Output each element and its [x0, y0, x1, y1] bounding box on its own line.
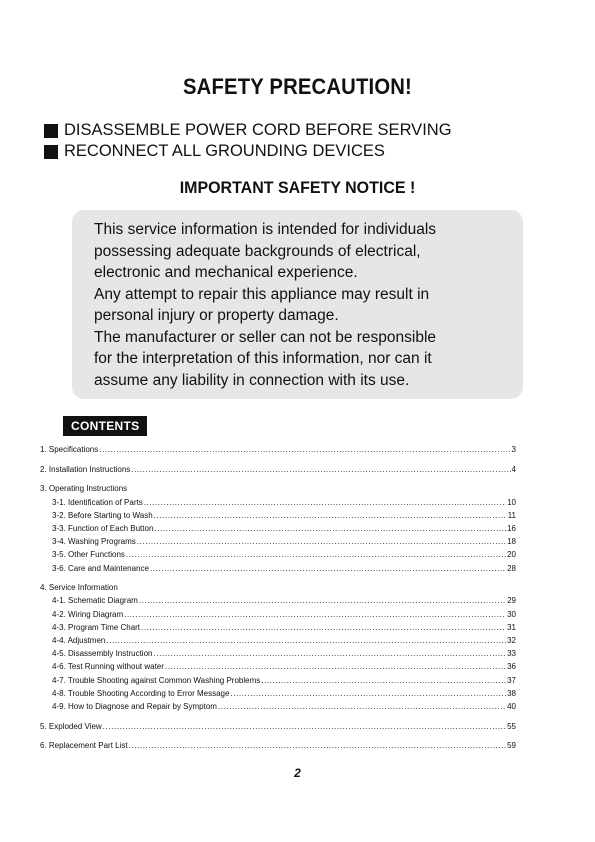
toc-label: 4-3. Program Time Chart	[52, 622, 141, 632]
toc-page: 36	[507, 662, 516, 672]
toc-entry[interactable]	[40, 610, 516, 623]
toc-label: 4-4. Adjustmen	[52, 635, 106, 645]
toc-leader	[165, 662, 506, 671]
toc-leader	[261, 676, 506, 685]
toc-leader	[129, 741, 506, 750]
toc-page: 30	[507, 609, 516, 619]
toc-page: 55	[507, 721, 516, 731]
notice-line: This service information is intended for individuals	[94, 221, 437, 238]
toc-page: 38	[507, 688, 516, 698]
page-title: SAFETY PRECAUTION!	[183, 74, 412, 99]
toc-label: 3-6. Care and Maintenance	[52, 563, 149, 573]
toc-leader	[99, 445, 510, 454]
toc-label: 3-1. Identification of Parts	[52, 497, 143, 507]
toc-entry[interactable]	[40, 524, 516, 537]
toc-entry[interactable]	[40, 537, 516, 550]
toc-entry[interactable]	[40, 649, 516, 662]
toc-label: 4. Service Information	[40, 583, 118, 593]
toc-label: 4-1. Schematic Diagram	[52, 596, 138, 606]
toc-page: 37	[507, 675, 516, 685]
toc-leader	[230, 689, 506, 698]
notice-text	[94, 219, 514, 391]
toc-label: 2. Installation Instructions	[40, 464, 131, 474]
toc-entry[interactable]	[40, 623, 516, 636]
toc-leader	[144, 498, 506, 507]
warning-item	[44, 121, 452, 140]
toc-label: 3-2. Before Starting to Wash	[52, 510, 153, 520]
toc-leader	[141, 623, 506, 632]
toc-label: 3-5. Other Functions	[52, 550, 125, 560]
black-square-icon	[44, 145, 58, 159]
toc-page: 29	[507, 596, 516, 606]
toc-entry[interactable]	[40, 445, 516, 458]
notice-line: assume any liability in connection with its use.	[94, 371, 410, 389]
toc-page: 4	[511, 464, 516, 474]
toc-page: 28	[507, 563, 516, 573]
toc-entry[interactable]	[40, 564, 516, 577]
toc-label: 3-4. Washing Programs	[52, 537, 136, 547]
toc-entry[interactable]	[40, 676, 516, 689]
black-square-icon	[44, 124, 58, 138]
toc-leader	[154, 524, 506, 533]
toc-leader	[154, 511, 507, 520]
toc-entry[interactable]	[40, 702, 516, 715]
toc-page: 11	[507, 510, 516, 520]
toc-leader	[137, 537, 506, 546]
toc-section-heading	[40, 583, 516, 596]
toc-page: 31	[507, 622, 516, 632]
toc-label: 4-6. Test Running without water	[52, 662, 164, 672]
toc-page: 16	[507, 523, 516, 533]
toc-label: 4-2. Wiring Diagram	[52, 609, 124, 619]
toc-label: 4-9. How to Diagnose and Repair by Symptom	[52, 701, 217, 711]
toc-leader	[218, 702, 506, 711]
toc-label: 3. Operating Instructions	[40, 484, 128, 494]
toc-entry[interactable]	[40, 550, 516, 563]
warning-text: DISASSEMBLE POWER CORD BEFORE SERVING	[64, 121, 452, 139]
toc-label: 1. Specifications	[40, 445, 99, 454]
toc-entry[interactable]	[40, 636, 516, 649]
toc-entry[interactable]	[40, 498, 516, 511]
toc-leader	[106, 636, 506, 645]
toc-leader	[126, 550, 506, 559]
toc-entry[interactable]	[40, 722, 516, 735]
toc-leader	[131, 465, 510, 474]
toc-section-heading	[40, 484, 516, 497]
toc-page: 33	[507, 649, 516, 659]
toc-entry[interactable]	[40, 511, 516, 524]
toc-label: 4-8. Trouble Shooting According to Error Message	[52, 688, 230, 698]
notice-line: personal injury or property damage.	[94, 307, 339, 324]
toc-leader	[124, 610, 506, 619]
toc-page: 32	[507, 635, 516, 645]
toc-leader	[150, 564, 506, 573]
toc-page: 59	[507, 741, 516, 751]
notice-line: for the interpretation of this information, nor can it	[94, 350, 432, 367]
toc-entry[interactable]	[40, 689, 516, 702]
toc-leader	[139, 596, 506, 605]
page-number: 2	[294, 766, 301, 780]
toc-leader	[103, 722, 506, 731]
table-of-contents	[40, 445, 516, 754]
toc-label: 4-5. Disassembly Instruction	[52, 649, 153, 659]
toc-page: 3	[511, 445, 516, 454]
notice-line: electronic and mechanical experience.	[94, 264, 358, 281]
toc-page: 18	[507, 537, 516, 547]
notice-line: possessing adequate backgrounds of electrical,	[94, 242, 421, 260]
toc-label: 3-3. Function of Each Button	[52, 523, 154, 533]
notice-line: The manufacturer or seller can not be responsible	[94, 328, 437, 346]
toc-entry[interactable]	[40, 596, 516, 609]
contents-heading: CONTENTS	[63, 416, 147, 436]
notice-title: IMPORTANT SAFETY NOTICE !	[179, 178, 416, 197]
toc-entry[interactable]	[40, 465, 516, 478]
warning-item	[44, 142, 385, 161]
notice-line: Any attempt to repair this appliance may result in	[94, 285, 430, 303]
toc-page: 20	[507, 550, 516, 560]
toc-page: 40	[507, 701, 516, 711]
toc-label: 4-7. Trouble Shooting against Common Washing Problems	[52, 675, 261, 685]
toc-leader	[153, 649, 506, 658]
toc-label: 5. Exploded View	[40, 721, 102, 731]
toc-label: 6. Replacement Part List	[40, 741, 128, 751]
toc-entry[interactable]	[40, 741, 516, 754]
toc-entry[interactable]	[40, 662, 516, 675]
toc-page: 10	[507, 497, 516, 507]
warning-text: RECONNECT ALL GROUNDING DEVICES	[64, 142, 385, 160]
